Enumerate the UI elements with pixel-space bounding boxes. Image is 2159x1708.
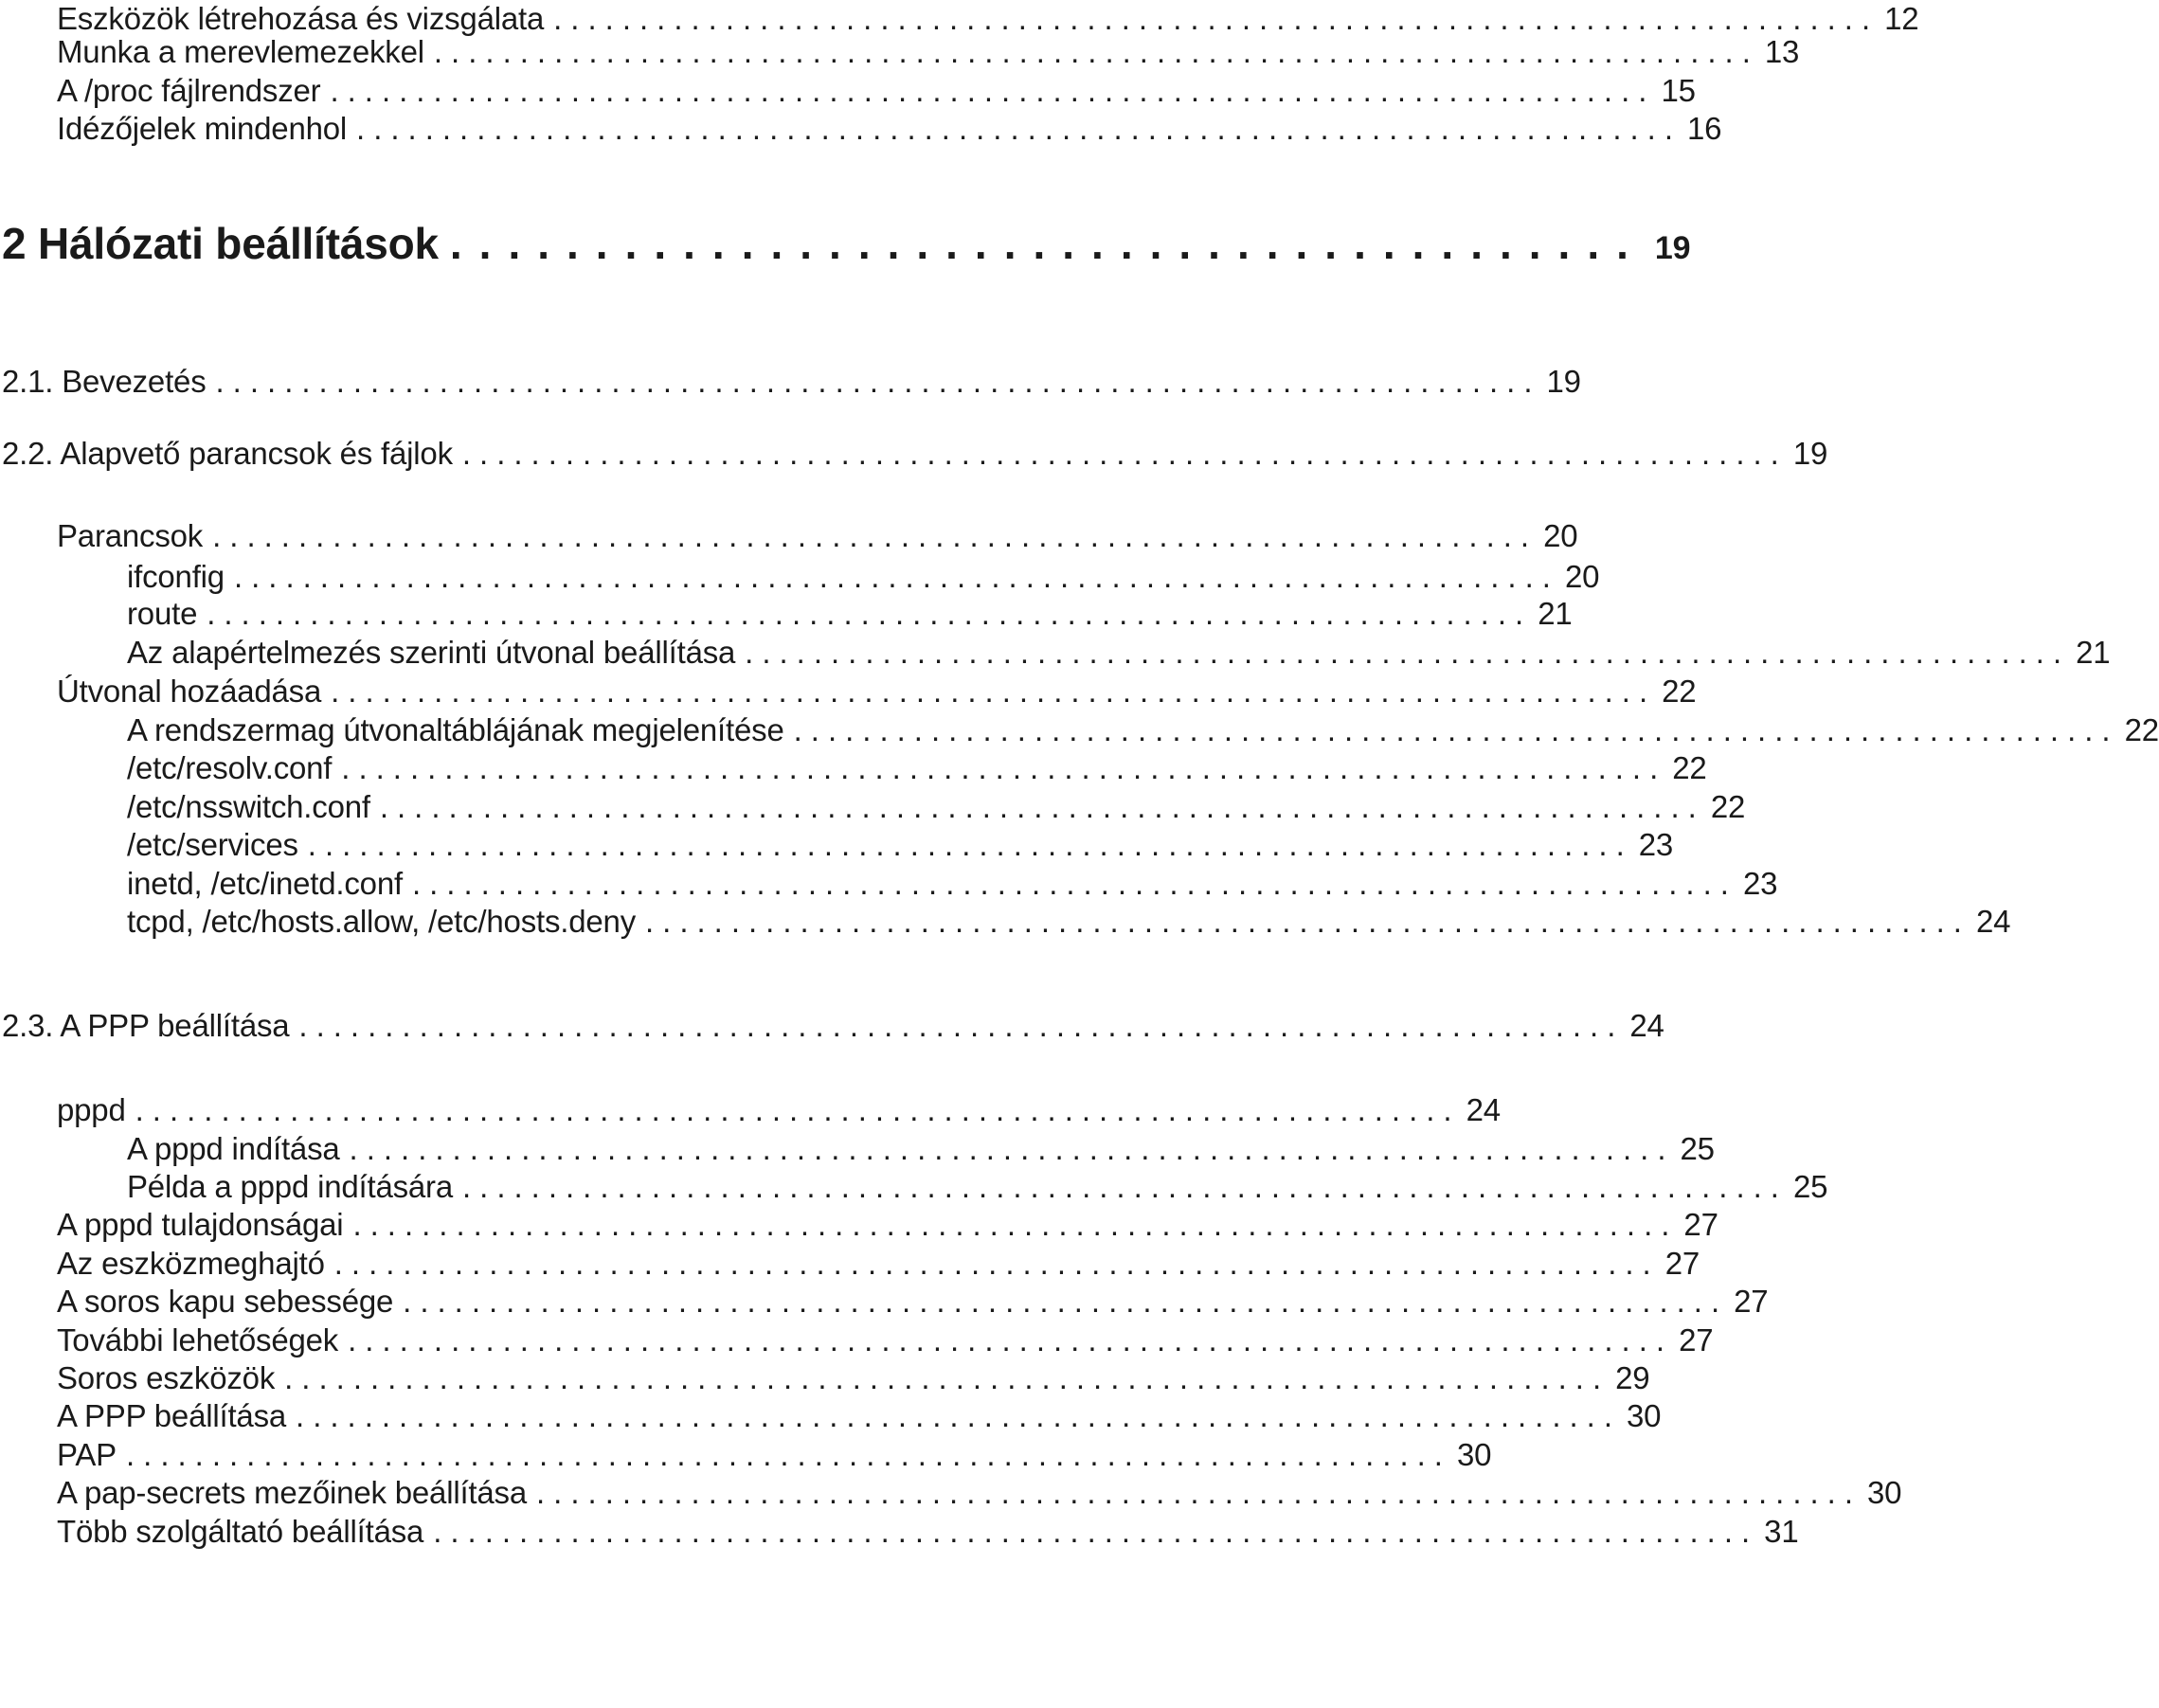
toc-dot-leader: ............................................................................. bbox=[307, 827, 1633, 862]
toc-entry-title: Útvonal hozáadása bbox=[57, 674, 322, 709]
toc-section[interactable] bbox=[2, 363, 1581, 401]
toc-subentry-page: 22 bbox=[1710, 789, 1746, 824]
toc-dot-leader: ............................................................................. bbox=[341, 750, 1667, 785]
toc-entry[interactable] bbox=[57, 1513, 1799, 1551]
toc-subentry[interactable] bbox=[127, 903, 2011, 941]
toc-subentry-title: Példa a pppd indítására bbox=[127, 1169, 453, 1204]
toc-entry-page: 27 bbox=[1664, 1246, 1700, 1281]
toc-dot-leader: ............................................................................. bbox=[284, 1360, 1610, 1395]
toc-dot-leader: ............................................................................. bbox=[212, 518, 1538, 553]
toc-dot-leader: ............................................................................. bbox=[411, 866, 1737, 901]
toc-entry-page: 30 bbox=[1867, 1475, 1902, 1510]
toc-entry[interactable] bbox=[57, 1436, 1492, 1474]
toc-subentry-page: 23 bbox=[1638, 827, 1674, 862]
toc-entry-page: 29 bbox=[1615, 1360, 1650, 1395]
toc-dot-leader: ............................................................................. bbox=[553, 1, 1880, 36]
toc-entry[interactable] bbox=[57, 1321, 1714, 1359]
toc-subentry-page: 20 bbox=[1564, 559, 1600, 594]
toc-dot-leader: ............................................................................. bbox=[793, 712, 2119, 747]
toc-dot-leader: ............................................................................. bbox=[125, 1437, 1451, 1472]
toc-subentry[interactable] bbox=[127, 1168, 1828, 1206]
toc-entry[interactable] bbox=[57, 1091, 1501, 1129]
toc-entry-page: 30 bbox=[1627, 1398, 1662, 1433]
toc-entry[interactable] bbox=[57, 0, 1919, 38]
toc-dot-leader: ............................................................................. bbox=[745, 635, 2071, 670]
toc-subentry-title: A pppd indítása bbox=[127, 1131, 340, 1166]
toc-entry[interactable] bbox=[57, 1359, 1650, 1397]
toc-entry-title: A pppd tulajdonságai bbox=[57, 1207, 344, 1242]
toc-dot-leader: ............................................................................. bbox=[403, 1284, 1729, 1319]
toc-dot-leader: ............................................................................. bbox=[333, 1246, 1660, 1281]
toc-subentry[interactable] bbox=[127, 711, 2159, 749]
toc-entry-title: Soros eszközök bbox=[57, 1360, 276, 1395]
toc-subentry[interactable] bbox=[127, 634, 2111, 672]
toc-subentry[interactable] bbox=[127, 788, 1746, 826]
toc-subentry-page: 25 bbox=[1680, 1131, 1715, 1166]
toc-entry-page: 27 bbox=[1683, 1207, 1718, 1242]
toc-entry[interactable] bbox=[57, 673, 1697, 710]
toc-subentry-page: 22 bbox=[1672, 750, 1707, 785]
toc-subentry-title: /etc/resolv.conf bbox=[127, 750, 333, 785]
toc-subentry[interactable] bbox=[127, 865, 1778, 903]
toc-entry-page: 24 bbox=[1466, 1092, 1501, 1127]
toc-subentry[interactable] bbox=[127, 595, 1573, 633]
toc-chapter-heading[interactable] bbox=[2, 215, 1691, 272]
toc-entry-page: 20 bbox=[1543, 518, 1578, 553]
toc-subentry-page: 22 bbox=[2124, 712, 2159, 747]
toc-entry-title: Idézőjelek mindenhol bbox=[57, 111, 348, 146]
toc-section-title: 2.3. A PPP beállítása bbox=[2, 1008, 290, 1043]
toc-dot-leader: ............................................................................. bbox=[349, 1131, 1675, 1166]
toc-dot-leader: ............................................................................. bbox=[215, 364, 1541, 399]
toc-subentry-title: Az alapértelmezés szerinti útvonal beállítása bbox=[127, 635, 736, 670]
toc-dot-leader: ............................................................................. bbox=[461, 436, 1788, 471]
toc-entry-page: 22 bbox=[1662, 674, 1697, 709]
toc-dot-leader: ............................................................................. bbox=[462, 1169, 1788, 1204]
toc-dot-leader: ............................................................................. bbox=[330, 73, 1656, 108]
toc-section[interactable] bbox=[2, 435, 1828, 473]
toc-entry-page: 27 bbox=[1679, 1322, 1714, 1357]
toc-entry-title: Több szolgáltató beállítása bbox=[57, 1514, 424, 1549]
toc-entry-page: 30 bbox=[1456, 1437, 1492, 1472]
toc-dot-leader: ............................................................................. bbox=[433, 1514, 1759, 1549]
toc-section-page: 19 bbox=[1792, 436, 1828, 471]
toc-dot-leader: ............................................................................. bbox=[536, 1475, 1862, 1510]
toc-subentry-title: inetd, /etc/inetd.conf bbox=[127, 866, 403, 901]
toc-entry-title: Munka a merevlemezekkel bbox=[57, 34, 424, 69]
toc-section-title: 2.1. Bevezetés bbox=[2, 364, 207, 399]
toc-entry[interactable] bbox=[57, 72, 1696, 110]
toc-entry[interactable] bbox=[57, 33, 1800, 71]
toc-entry[interactable] bbox=[57, 1474, 1902, 1512]
toc-entry-title: A soros kapu sebessége bbox=[57, 1284, 394, 1319]
toc-entry-page: 16 bbox=[1687, 111, 1722, 146]
toc-subentry-page: 21 bbox=[2076, 635, 2111, 670]
toc-entry[interactable] bbox=[57, 1283, 1769, 1321]
toc-subentry-title: A rendszermag útvonaltáblájának megjelenítése bbox=[127, 712, 784, 747]
toc-subentry[interactable] bbox=[127, 826, 1674, 864]
toc-subentry-page: 21 bbox=[1538, 596, 1573, 631]
toc-section-page: 19 bbox=[1546, 364, 1581, 399]
toc-entry-title: pppd bbox=[57, 1092, 126, 1127]
toc-entry[interactable] bbox=[57, 1206, 1718, 1244]
toc-entry-title: Az eszközmeghajtó bbox=[57, 1246, 325, 1281]
toc-dot-leader: ......................................... bbox=[449, 219, 1646, 268]
toc-entry-title: PAP bbox=[57, 1437, 117, 1472]
toc-entry-title: A pap-secrets mezőinek beállítása bbox=[57, 1475, 528, 1510]
toc-section-title: 2.2. Alapvető parancsok és fájlok bbox=[2, 436, 453, 471]
toc-dot-leader: ............................................................................. bbox=[296, 1398, 1622, 1433]
toc-dot-leader: ............................................................................. bbox=[331, 674, 1657, 709]
toc-entry-title: Parancsok bbox=[57, 518, 204, 553]
toc-entry-page: 15 bbox=[1661, 73, 1696, 108]
toc-dot-leader: ............................................................................. bbox=[298, 1008, 1625, 1043]
toc-section-page: 24 bbox=[1629, 1008, 1664, 1043]
toc-entry[interactable] bbox=[57, 110, 1722, 148]
toc-dot-leader: ............................................................................. bbox=[645, 904, 1970, 939]
toc-entry-page: 13 bbox=[1764, 34, 1800, 69]
toc-subentry-title: /etc/nsswitch.conf bbox=[127, 789, 370, 824]
toc-section[interactable] bbox=[2, 1007, 1664, 1045]
toc-chapter-page: 19 bbox=[1654, 230, 1691, 266]
toc-subentry-page: 25 bbox=[1792, 1169, 1828, 1204]
toc-entry-page: 12 bbox=[1884, 1, 1919, 36]
toc-chapter-title: 2 Hálózati beállítások bbox=[2, 219, 439, 268]
toc-entry[interactable] bbox=[57, 1245, 1700, 1283]
toc-dot-leader: ............................................................................. bbox=[356, 111, 1682, 146]
toc-dot-leader: ............................................................................. bbox=[352, 1207, 1679, 1242]
toc-dot-leader: ............................................................................. bbox=[379, 789, 1705, 824]
toc-dot-leader: ............................................................................. bbox=[207, 596, 1533, 631]
toc-entry[interactable] bbox=[57, 1397, 1662, 1435]
toc-entry-page: 27 bbox=[1734, 1284, 1769, 1319]
toc-subentry-title: route bbox=[127, 596, 198, 631]
toc-entry[interactable] bbox=[57, 517, 1578, 555]
toc-subentry-title: ifconfig bbox=[127, 559, 225, 594]
toc-dot-leader: ............................................................................. bbox=[348, 1322, 1674, 1357]
toc-subentry[interactable] bbox=[127, 1130, 1715, 1168]
toc-subentry[interactable] bbox=[127, 749, 1707, 787]
toc-subentry-page: 23 bbox=[1742, 866, 1778, 901]
toc-subentry[interactable] bbox=[127, 558, 1600, 596]
toc-entry-title: A PPP beállítása bbox=[57, 1398, 287, 1433]
toc-dot-leader: ............................................................................. bbox=[233, 559, 1559, 594]
toc-subentry-title: /etc/services bbox=[127, 827, 298, 862]
toc-entry-page: 31 bbox=[1764, 1514, 1799, 1549]
toc-entry-title: A /proc fájlrendszer bbox=[57, 73, 321, 108]
toc-dot-leader: ............................................................................. bbox=[135, 1092, 1461, 1127]
toc-subentry-page: 24 bbox=[1975, 904, 2011, 939]
toc-entry-title: Eszközök létrehozása és vizsgálata bbox=[57, 1, 545, 36]
toc-entry-title: További lehetőségek bbox=[57, 1322, 339, 1357]
toc-subentry-title: tcpd, /etc/hosts.allow, /etc/hosts.deny bbox=[127, 904, 636, 939]
toc-dot-leader: ............................................................................. bbox=[433, 34, 1759, 69]
